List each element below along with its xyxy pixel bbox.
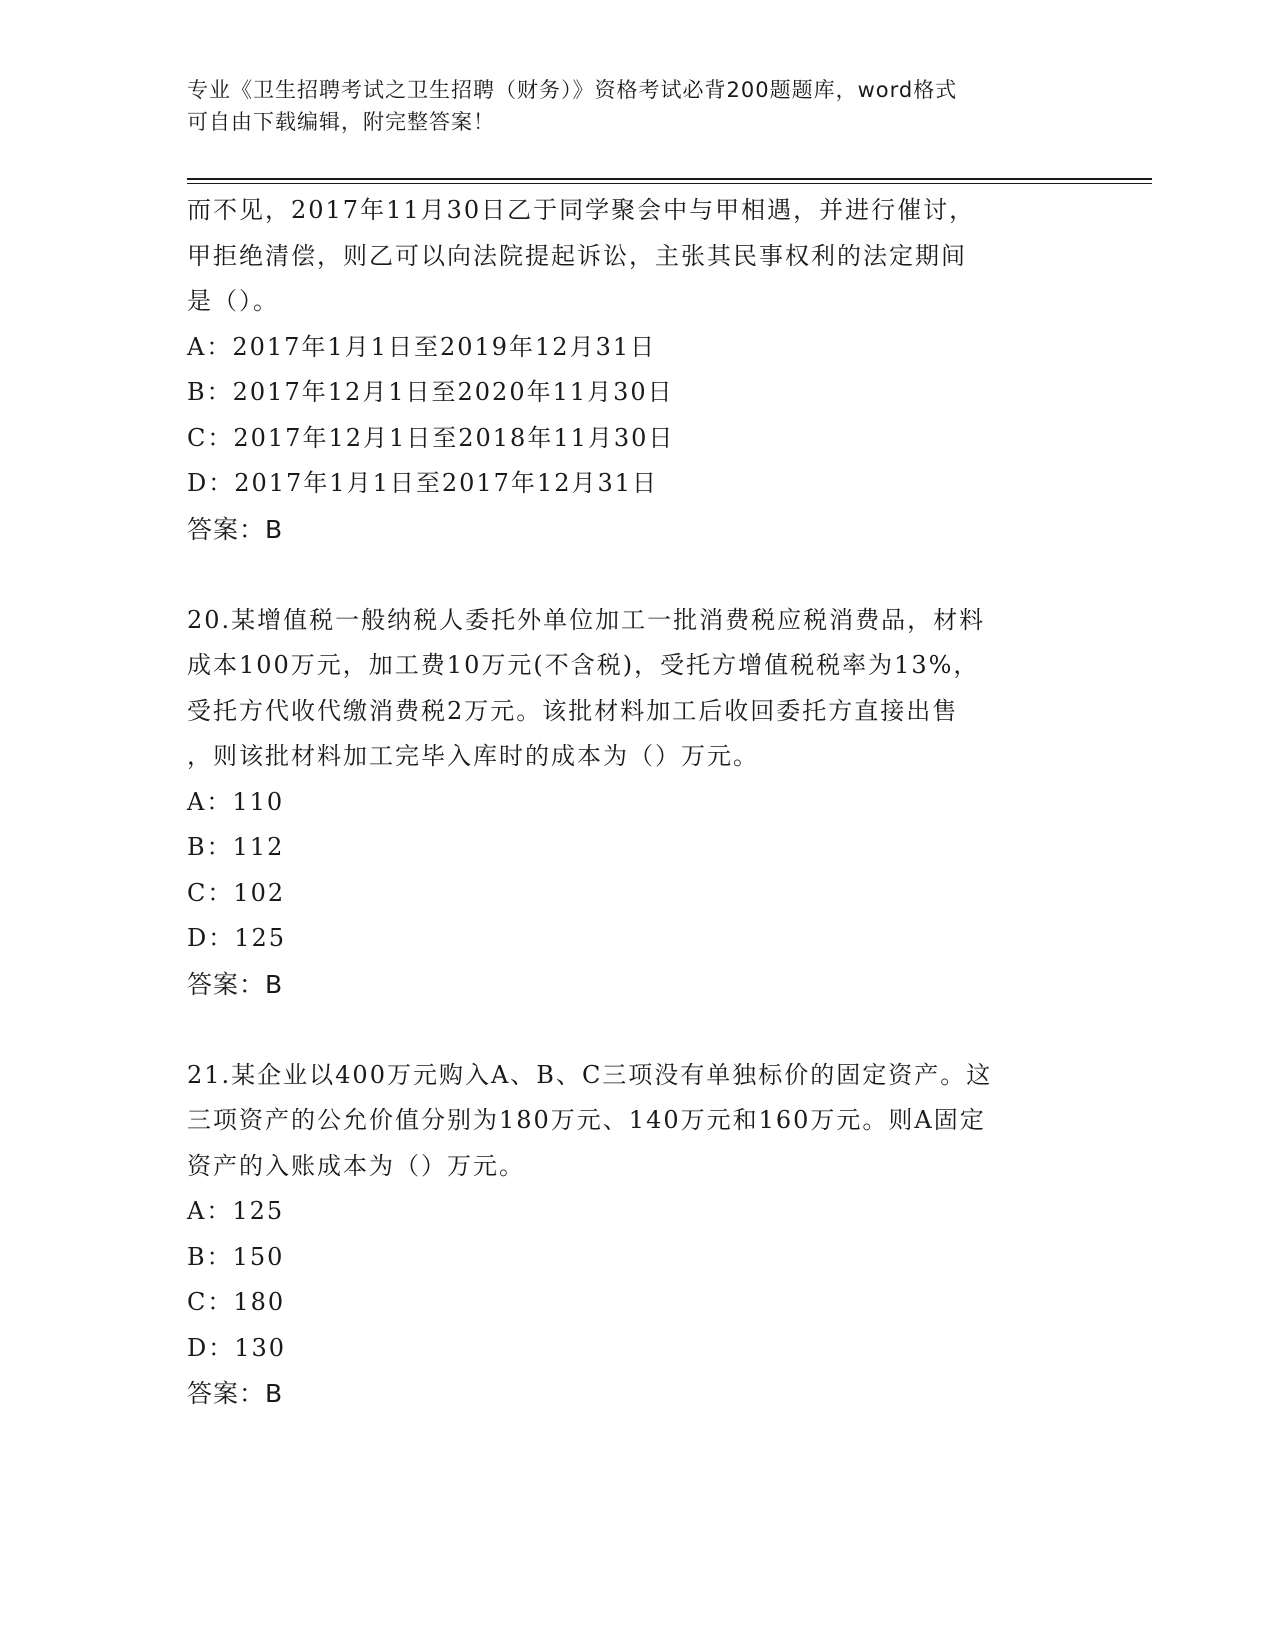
option-d: D：125	[187, 924, 287, 952]
question-text-line: 甲拒绝清偿，则乙可以向法院提起诉讼，主张其民事权利的法定期间	[187, 241, 967, 270]
option-d: D：130	[187, 1333, 287, 1362]
question-text-line: 21.某企业以400万元购入A、B、C三项没有单独标价的固定资产。这	[187, 1060, 993, 1089]
header-line-2: 可自由下载编辑，附完整答案！	[187, 110, 495, 134]
option-a: A：2017年1月1日至2019年12月31日	[187, 332, 657, 361]
question-text-line: 成本100万元，加工费10万元(不含税)，受托方增值税税率为13%，	[187, 651, 980, 679]
option-b: B：2017年12月1日至2020年11月30日	[187, 378, 674, 406]
question-text-line: ，则该批材料加工完毕入库时的成本为（）万元。	[187, 742, 759, 770]
question-text-line: 三项资产的公允价值分别为180万元、140万元和160万元。则A固定	[187, 1106, 986, 1134]
question-text-line: 而不见，2017年11月30日乙于同学聚会中与甲相遇，并进行催讨，	[187, 196, 976, 224]
answer: 答案：B	[187, 1379, 284, 1408]
spacer	[187, 552, 1087, 598]
document-header	[187, 74, 1087, 138]
question-19	[187, 188, 1087, 552]
question-text-line: 是（）。	[187, 287, 279, 315]
spacer	[187, 1007, 1087, 1053]
option-d: D：2017年1月1日至2017年12月31日	[187, 469, 659, 497]
header-divider-thick	[187, 178, 1152, 180]
question-text-line: 20.某增值税一般纳税人委托外单位加工一批消费税应税消费品，材料	[187, 605, 986, 634]
option-a: A：110	[187, 787, 285, 816]
question-text-line: 受托方代收代缴消费税2万元。该批材料加工后收回委托方直接出售	[187, 696, 959, 725]
option-c: C：2017年12月1日至2018年11月30日	[187, 423, 675, 452]
option-b: B：150	[187, 1242, 285, 1271]
option-c: C：180	[187, 1288, 286, 1316]
question-20	[187, 598, 1087, 1008]
answer: 答案：B	[187, 514, 284, 544]
option-c: C：102	[187, 878, 286, 907]
question-21	[187, 1053, 1087, 1417]
option-a: A：125	[187, 1197, 285, 1225]
question-text-line: 资产的入账成本为（）万元。	[187, 1151, 525, 1180]
header-line-1: 专业《卫生招聘考试之卫生招聘（财务）》资格考试必背200题题库，word格式	[187, 78, 958, 102]
header-divider-thin	[187, 183, 1152, 184]
option-b: B：112	[187, 833, 285, 861]
document-body	[187, 188, 1087, 1417]
answer: 答案：B	[187, 969, 284, 999]
